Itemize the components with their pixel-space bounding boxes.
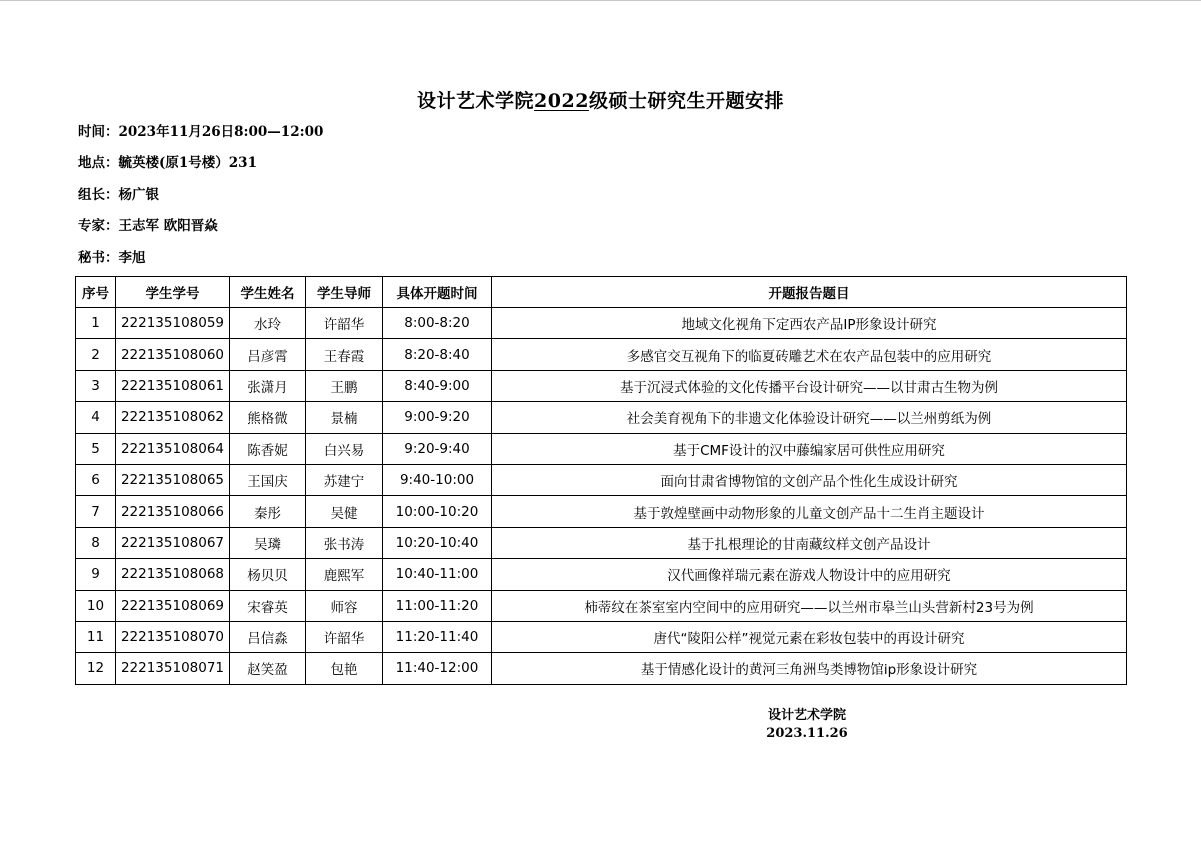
cell-seq: 3 bbox=[76, 370, 116, 401]
info-place-value: 毓英楼(原1号楼）231 bbox=[118, 155, 257, 171]
cell-seq: 5 bbox=[76, 433, 116, 464]
top-border-line bbox=[0, 0, 1201, 1]
cell-student-id: 222135108061 bbox=[116, 370, 230, 401]
cell-seq: 6 bbox=[76, 464, 116, 495]
cell-student-id: 222135108069 bbox=[116, 590, 230, 621]
table-row bbox=[76, 433, 1127, 464]
cell-advisor: 白兴易 bbox=[306, 433, 383, 464]
cell-student-id: 222135108068 bbox=[116, 559, 230, 590]
info-place-label: 地点： bbox=[78, 155, 119, 171]
cell-student-name: 吕彦霄 bbox=[230, 339, 306, 370]
table-row bbox=[76, 590, 1127, 621]
info-time-label: 时间： bbox=[78, 124, 119, 140]
cell-topic: 基于沉浸式体验的文化传播平台设计研究——以甘肃古生物为例 bbox=[492, 370, 1127, 401]
cell-time: 8:40-9:00 bbox=[383, 370, 492, 401]
table-row bbox=[76, 621, 1127, 652]
info-secretary bbox=[78, 246, 146, 266]
info-secretary-value: 李旭 bbox=[118, 250, 146, 266]
cell-student-id: 222135108062 bbox=[116, 402, 230, 433]
cell-topic: 地域文化视角下定西农产品IP形象设计研究 bbox=[492, 308, 1127, 339]
info-experts-value: 王志军 欧阳晋焱 bbox=[118, 218, 218, 234]
cell-advisor: 王春霞 bbox=[306, 339, 383, 370]
cell-seq: 12 bbox=[76, 653, 116, 684]
header-student-id: 学生学号 bbox=[116, 277, 230, 308]
cell-seq: 11 bbox=[76, 621, 116, 652]
cell-time: 11:40-12:00 bbox=[383, 653, 492, 684]
signature-date: 2023.11.26 bbox=[766, 726, 848, 741]
cell-advisor: 王鹏 bbox=[306, 370, 383, 401]
cell-student-id: 222135108071 bbox=[116, 653, 230, 684]
cell-student-name: 陈香妮 bbox=[230, 433, 306, 464]
cell-topic: 汉代画像祥瑞元素在游戏人物设计中的应用研究 bbox=[492, 559, 1127, 590]
cell-seq: 7 bbox=[76, 496, 116, 527]
page-title bbox=[0, 86, 1201, 113]
cell-time: 9:40-10:00 bbox=[383, 464, 492, 495]
cell-advisor: 吴健 bbox=[306, 496, 383, 527]
cell-topic: 基于扎根理论的甘南藏纹样文创产品设计 bbox=[492, 527, 1127, 558]
cell-topic: 多感官交互视角下的临夏砖雕艺术在农产品包装中的应用研究 bbox=[492, 339, 1127, 370]
info-experts bbox=[78, 214, 218, 234]
cell-student-name: 熊格微 bbox=[230, 402, 306, 433]
cell-student-id: 222135108059 bbox=[116, 308, 230, 339]
cell-student-id: 222135108065 bbox=[116, 464, 230, 495]
schedule-table bbox=[75, 276, 1127, 685]
info-time bbox=[78, 120, 323, 140]
cell-seq: 9 bbox=[76, 559, 116, 590]
title-year: 2022 bbox=[534, 90, 589, 112]
info-leader-label: 组长： bbox=[78, 187, 119, 203]
cell-student-id: 222135108067 bbox=[116, 527, 230, 558]
cell-time: 11:00-11:20 bbox=[383, 590, 492, 621]
cell-time: 9:20-9:40 bbox=[383, 433, 492, 464]
signature-org: 设计艺术学院 bbox=[767, 708, 846, 723]
cell-student-name: 秦彤 bbox=[230, 496, 306, 527]
cell-student-name: 宋睿英 bbox=[230, 590, 306, 621]
table-row bbox=[76, 370, 1127, 401]
cell-advisor: 包艳 bbox=[306, 653, 383, 684]
cell-student-id: 222135108064 bbox=[116, 433, 230, 464]
cell-student-name: 赵笑盈 bbox=[230, 653, 306, 684]
cell-advisor: 苏建宁 bbox=[306, 464, 383, 495]
cell-topic: 社会美育视角下的非遗文化体验设计研究——以兰州剪纸为例 bbox=[492, 402, 1127, 433]
cell-student-name: 吕信淼 bbox=[230, 621, 306, 652]
cell-seq: 2 bbox=[76, 339, 116, 370]
cell-seq: 4 bbox=[76, 402, 116, 433]
cell-topic: 基于敦煌壁画中动物形象的儿童文创产品十二生肖主题设计 bbox=[492, 496, 1127, 527]
title-prefix: 设计艺术学院 bbox=[417, 90, 535, 112]
cell-advisor: 景楠 bbox=[306, 402, 383, 433]
cell-student-name: 王国庆 bbox=[230, 464, 306, 495]
info-leader-value: 杨广银 bbox=[118, 187, 159, 203]
cell-advisor: 张书涛 bbox=[306, 527, 383, 558]
cell-time: 10:20-10:40 bbox=[383, 527, 492, 558]
cell-seq: 10 bbox=[76, 590, 116, 621]
cell-advisor: 师容 bbox=[306, 590, 383, 621]
cell-topic: 基于情感化设计的黄河三角洲鸟类博物馆ip形象设计研究 bbox=[492, 653, 1127, 684]
table-header-row bbox=[76, 277, 1127, 308]
cell-advisor: 许韶华 bbox=[306, 308, 383, 339]
info-secretary-label: 秘书： bbox=[78, 250, 119, 266]
header-student-name: 学生姓名 bbox=[230, 277, 306, 308]
cell-time: 8:00-8:20 bbox=[383, 308, 492, 339]
cell-seq: 1 bbox=[76, 308, 116, 339]
cell-topic: 基于CMF设计的汉中藤编家居可供性应用研究 bbox=[492, 433, 1127, 464]
table-row bbox=[76, 496, 1127, 527]
header-advisor: 学生导师 bbox=[306, 277, 383, 308]
cell-time: 9:00-9:20 bbox=[383, 402, 492, 433]
header-seq: 序号 bbox=[76, 277, 116, 308]
cell-seq: 8 bbox=[76, 527, 116, 558]
cell-topic: 唐代“陵阳公样”视觉元素在彩妆包装中的再设计研究 bbox=[492, 621, 1127, 652]
cell-time: 11:20-11:40 bbox=[383, 621, 492, 652]
info-experts-label: 专家： bbox=[78, 218, 119, 234]
cell-advisor: 许韶华 bbox=[306, 621, 383, 652]
table-row bbox=[76, 559, 1127, 590]
info-place bbox=[78, 151, 257, 171]
cell-student-id: 222135108060 bbox=[116, 339, 230, 370]
cell-student-id: 222135108066 bbox=[116, 496, 230, 527]
cell-student-name: 吴璘 bbox=[230, 527, 306, 558]
info-time-value: 2023年11月26日8:00—12:00 bbox=[118, 124, 324, 140]
header-time: 具体开题时间 bbox=[383, 277, 492, 308]
cell-time: 10:00-10:20 bbox=[383, 496, 492, 527]
table-row bbox=[76, 402, 1127, 433]
table-row bbox=[76, 464, 1127, 495]
table-row bbox=[76, 339, 1127, 370]
cell-topic: 柿蒂纹在茶室室内空间中的应用研究——以兰州市皋兰山头营新村23号为例 bbox=[492, 590, 1127, 621]
cell-time: 8:20-8:40 bbox=[383, 339, 492, 370]
table-row bbox=[76, 308, 1127, 339]
info-leader bbox=[78, 183, 159, 203]
cell-student-id: 222135108070 bbox=[116, 621, 230, 652]
cell-student-name: 水玲 bbox=[230, 308, 306, 339]
cell-student-name: 杨贝贝 bbox=[230, 559, 306, 590]
cell-student-name: 张潇月 bbox=[230, 370, 306, 401]
cell-advisor: 鹿熙军 bbox=[306, 559, 383, 590]
header-topic: 开题报告题目 bbox=[492, 277, 1127, 308]
table-row bbox=[76, 527, 1127, 558]
cell-topic: 面向甘肃省博物馆的文创产品个性化生成设计研究 bbox=[492, 464, 1127, 495]
cell-time: 10:40-11:00 bbox=[383, 559, 492, 590]
table-row bbox=[76, 653, 1127, 684]
title-suffix: 级硕士研究生开题安排 bbox=[588, 90, 784, 112]
